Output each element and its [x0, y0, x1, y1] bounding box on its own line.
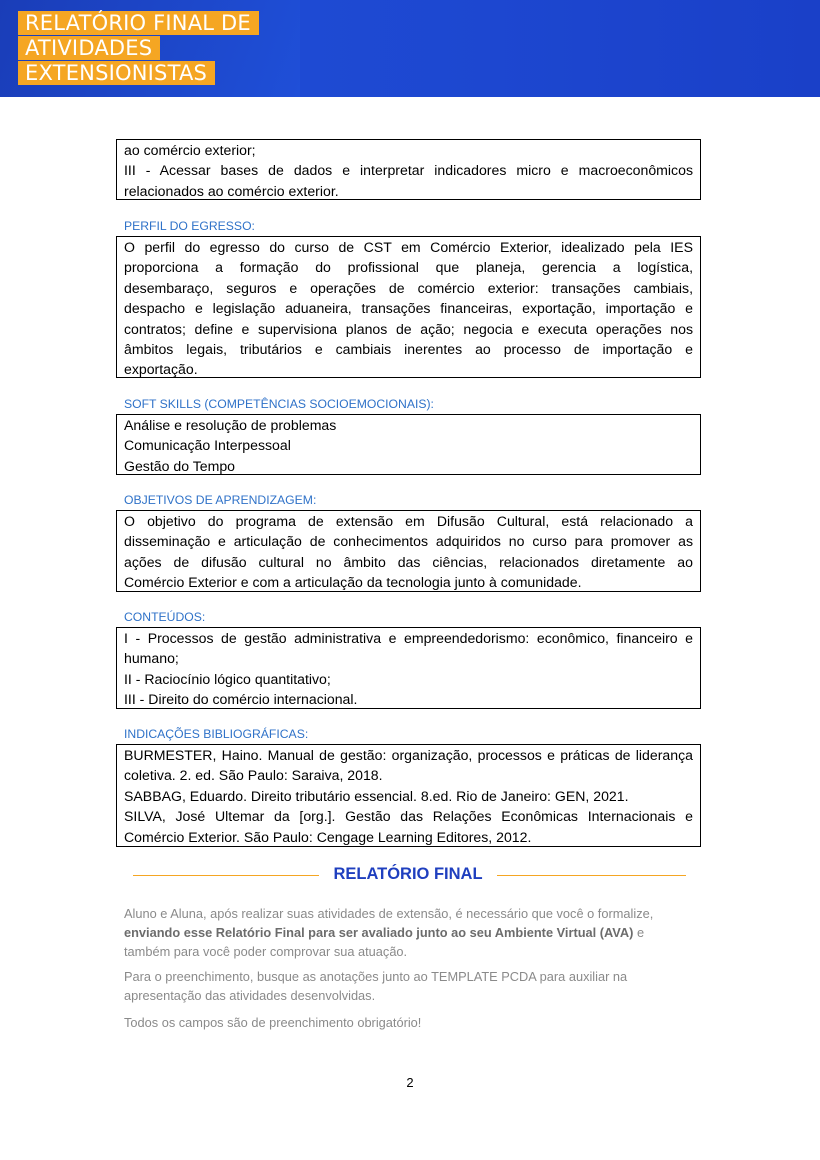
list-item: Gestão do Tempo — [124, 457, 235, 474]
box-line: Comércio Exterior. São Paulo: Cengage Learning Editores, 2012. — [124, 828, 532, 845]
box-line: exportação. — [124, 361, 198, 378]
box-line: contratos; define e supervisiona planos de ação; negocia e executa operações nos — [124, 320, 693, 337]
instructions-paragraph-3: Todos os campos são de preenchimento obrigatório! — [124, 1015, 422, 1030]
box-line: humano; — [124, 650, 179, 667]
instructions-paragraph-2 — [124, 967, 704, 1005]
relatorio-final-title: RELATÓRIO FINAL — [319, 865, 496, 883]
paragraph-text: e — [633, 925, 645, 940]
header-title-line-2: ATIVIDADES — [18, 36, 160, 60]
box-line: I - Processos de gestão administrativa e empreendedorismo: econômico, financeiro e — [124, 630, 693, 646]
relatorio-final-heading — [130, 862, 686, 890]
page-header — [0, 0, 820, 97]
box-line: ações de difusão cultural no âmbito das ciências, relacionados diretamente ao — [124, 553, 693, 570]
paragraph-bold-text: enviando esse Relatório Final para ser avaliado junto ao seu Ambiente Virtual (AVA) — [124, 925, 634, 940]
box-line: disseminação e articulação de conhecimentos adquiridos no curso para promover as — [124, 533, 693, 550]
list-item: Comunicação Interpessoal — [124, 437, 291, 454]
paragraph-line: Aluno e Aluna, após realizar suas atividades de extensão, é necessário que você o formalize, — [124, 906, 654, 921]
box-line: relacionados ao comércio exterior. — [124, 182, 339, 199]
bibliografia-box — [116, 744, 701, 847]
objetivos-box — [116, 510, 701, 592]
box-line: coletiva. 2. ed. São Paulo: Saraiva, 2018. — [124, 767, 383, 784]
continuation-box — [116, 139, 701, 200]
conteudos-label: CONTEÚDOS: — [124, 610, 206, 624]
paragraph-line: Para o preenchimento, busque as anotações junto ao TEMPLATE PCDA para auxiliar na — [124, 969, 628, 984]
box-line: desembaraço, seguros e operações de comércio exterior: transações cambiais, — [124, 279, 693, 296]
box-line: Comércio Exterior e com a articulação da tecnologia junto à comunidade. — [124, 574, 582, 591]
perfil-box — [116, 236, 701, 378]
box-line: BURMESTER, Haino. Manual de gestão: organização, processos e práticas de liderança — [124, 747, 693, 763]
perfil-label: PERFIL DO EGRESSO: — [124, 219, 255, 233]
paragraph-line: apresentação das atividades desenvolvidas. — [124, 988, 376, 1003]
bibliografia-label: INDICAÇÕES BIBLIOGRÁFICAS: — [124, 727, 309, 741]
soft-skills-label: SOFT SKILLS (COMPETÊNCIAS SOCIOEMOCIONAIS): — [124, 397, 434, 411]
instructions-paragraph-1 — [124, 904, 704, 961]
box-line: III - Acessar bases de dados e interpretar indicadores micro e macroeconômicos — [124, 162, 693, 179]
page-number: 2 — [406, 1075, 414, 1090]
box-line: SABBAG, Eduardo. Direito tributário essencial. 8.ed. Rio de Janeiro: GEN, 2021. — [124, 787, 629, 804]
box-line: despacho e legislação aduaneira, transações financeiras, exportação, importação e — [124, 300, 693, 317]
objetivos-label: OBJETIVOS DE APRENDIZAGEM: — [124, 493, 317, 507]
box-line: III - Direito do comércio internacional. — [124, 691, 358, 708]
box-line: SILVA, José Ultemar da [org.]. Gestão das Relações Econômicas Internacionais e — [124, 808, 693, 825]
list-item: Análise e resolução de problemas — [124, 417, 337, 433]
header-title-line-3: EXTENSIONISTAS — [18, 61, 215, 85]
header-title-line-1: RELATÓRIO FINAL DE — [18, 11, 259, 35]
conteudos-box — [116, 627, 701, 709]
box-line: ao comércio exterior; — [124, 142, 256, 158]
paragraph-line: também para você poder comprovar sua atuação. — [124, 944, 408, 959]
box-line: proporciona a formação do profissional que planeja, gerencia a logística, — [124, 259, 693, 276]
box-line: âmbitos legais, tributários e cambiais inerentes ao processo de importação e — [124, 341, 693, 358]
box-line: O perfil do egresso do curso de CST em Comércio Exterior, idealizado pela IES — [124, 239, 693, 255]
box-line: O objetivo do programa de extensão em Difusão Cultural, está relacionado a — [124, 513, 693, 529]
box-line: II - Raciocínio lógico quantitativo; — [124, 670, 331, 687]
soft-skills-box — [116, 414, 701, 475]
